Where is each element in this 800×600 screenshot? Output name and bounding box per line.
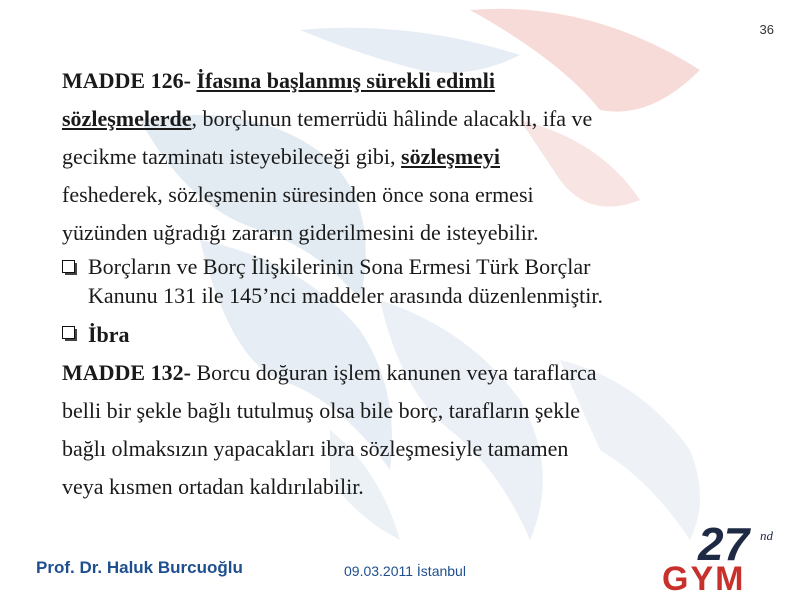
- article-132-line-4: veya kısmen ortadan kaldırılabilir.: [62, 474, 364, 499]
- article-132-line-1: [62, 356, 762, 394]
- article-132-lead: MADDE 132-: [62, 360, 191, 385]
- article-126-emphasis: sözleşmeyi: [401, 144, 501, 169]
- logo-number: 27: [698, 518, 750, 570]
- slide-body: [62, 64, 762, 508]
- article-126-title-part2: sözleşmelerde: [62, 106, 192, 131]
- bullet-line-2: Kanunu 131 ile 145’nci maddeler arasında düzenlenmiştir.: [88, 283, 604, 308]
- checkbox-bullet-icon: [62, 260, 78, 276]
- footer-author: Prof. Dr. Haluk Burcuoğlu: [36, 558, 243, 577]
- article-132-line-2: belli bir şekle bağlı tutulmuş olsa bile borç, tarafların şekle: [62, 398, 581, 423]
- article-132-text-1: Borcu doğuran işlem kanunen veya taraflarca: [190, 360, 597, 385]
- article-126-line-3: [62, 140, 762, 178]
- article-126-line-4: feshederek, sözleşmenin süresinden önce sona ermesi: [62, 182, 534, 207]
- page-number: 36: [759, 22, 774, 37]
- article-132-line-3: bağlı olmaksızın yapacakları ibra sözleşmesiyle tamamen: [62, 436, 569, 461]
- gym-logo: [660, 516, 790, 596]
- bullet-item-ibra: [62, 318, 762, 356]
- article-126-text-2: gecikme tazminatı isteyebileceği gibi,: [62, 144, 396, 169]
- bullet-label-ibra: İbra: [88, 322, 130, 347]
- logo-suffix: nd: [760, 528, 773, 543]
- article-126-line-2: [62, 102, 762, 140]
- article-126-line-1: [62, 64, 762, 102]
- article-126-lead: MADDE 126-: [62, 68, 191, 93]
- article-126-text-1: , borçlunun temerrüdü hâlinde alacaklı, ifa ve: [191, 106, 593, 131]
- article-126-line-5: yüzünden uğradığı zararın giderilmesini de isteyebilir.: [62, 220, 539, 245]
- bullet-text: [88, 252, 603, 310]
- article-126-title-part1: İfasına başlanmış sürekli edimli: [196, 68, 495, 93]
- bullet-item-laws: [62, 252, 762, 310]
- bullet-line-1: Borçların ve Borç İlişkilerinin Sona Ermesi Türk Borçlar: [88, 254, 591, 279]
- checkbox-bullet-icon: [62, 326, 78, 342]
- footer-date: 09.03.2011 İstanbul: [344, 563, 466, 579]
- logo-word: GYM: [662, 560, 746, 596]
